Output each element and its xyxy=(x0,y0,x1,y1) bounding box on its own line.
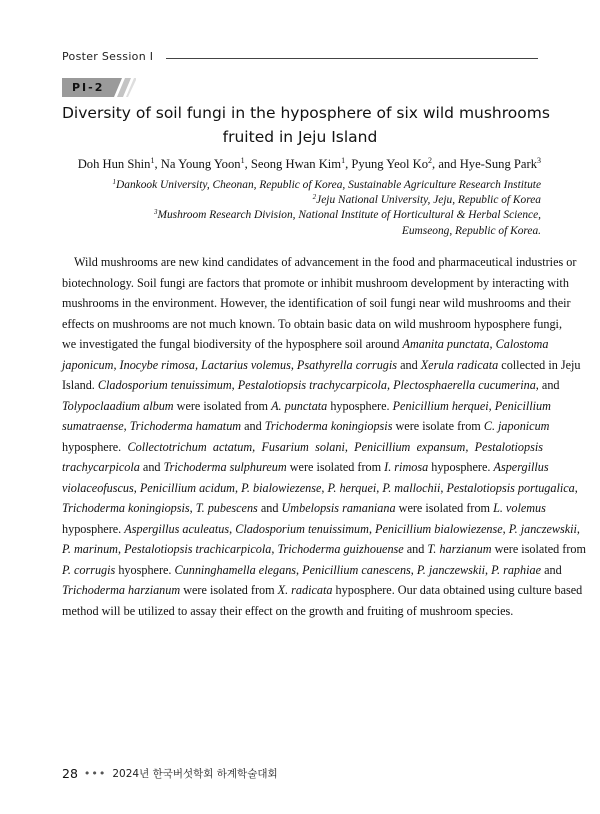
abstract-line: Island. Cladosporium tenuissimum, Pestalotiopsis trachycarpicola, Plectosphaerella cucumerina, and xyxy=(62,378,560,392)
affiliation: $^3$Mushroom Research Division, National Institute of Horticultural & Herbal Science, xyxy=(153,208,541,222)
poster-code: PⅠ-2 xyxy=(62,78,114,97)
abstract-line: Trichoderma harzianum were isolated from X. radicata hyposphere. Our data obtained using culture based xyxy=(62,583,583,597)
abstract-body xyxy=(62,252,586,621)
abstract-line: method will be utilized to assay their effect on the growth and fruiting of mushroom species. xyxy=(62,603,514,618)
species-name: L. volemus xyxy=(493,501,546,515)
species-name: japonicum, Inocybe rimosa, Lactarius volemus, Psathyrella corrugis xyxy=(62,357,398,372)
species-name: P. bialowiezense xyxy=(241,480,322,495)
abstract-line: Tolypoclaadium album were isolated from A. punctata hyposphere. Penicillium herquei, Penicillium xyxy=(62,398,551,413)
species-name: P. herquei xyxy=(327,480,377,495)
author-affiliation-number: 1 xyxy=(240,156,245,165)
poster-code-badge xyxy=(62,78,136,97)
author-affiliation-number: 3 xyxy=(537,156,541,165)
species-name: Umbelopsis ramaniana xyxy=(281,501,396,515)
badge-stripe-decoration xyxy=(114,78,136,97)
affiliation: $^2$Jeju National University, Jeju, Republic of Korea xyxy=(312,193,541,207)
species-name: Amanita punctata, Calostoma xyxy=(402,337,549,351)
abstract-line: we investigated the fungal biodiversity of the hyposphere soil around Amanita punctata, Calostoma xyxy=(62,337,549,351)
species-name: Cladosporium tenuissimum xyxy=(235,521,369,536)
species-name: Trichoderma sulphureum xyxy=(163,460,287,474)
page-number: 28 xyxy=(62,765,78,781)
title-line: Diversity of soil fungi in the hyposphere of six wild mushrooms xyxy=(62,104,550,122)
species-name: Trichoderma koningiopsis xyxy=(264,419,393,433)
abstract-title xyxy=(62,101,550,149)
species-name: Penicillium bialowiezense xyxy=(375,521,503,536)
conference-name: 2024년 한국버섯학회 하계학술대회 xyxy=(112,767,278,780)
author-name: Seong Hwan Kim xyxy=(250,157,342,171)
author-name: Pyung Yeol Ko xyxy=(351,157,429,171)
species-name: P. janczewskii xyxy=(508,521,577,536)
species-name: P. mallochii xyxy=(382,480,441,495)
species-name: T. harzianum xyxy=(427,542,492,556)
species-name: P. janczewskii xyxy=(416,562,486,577)
author-name: Na Young Yoon xyxy=(160,157,241,171)
author-list: Doh Hun Shin$^1$, Na Young Yoon$^1$, Seong Hwan Kim$^1$, Pyung Yeol Ko$^2$, and Hye-Sung Park$^3$ xyxy=(77,156,541,171)
abstract-line: violaceofuscus, Penicillium acidum, P. bialowiezense, P. herquei, P. mallochii, Pestalotiopsis portugalica, xyxy=(62,480,578,495)
footer-dots: ••• xyxy=(83,766,107,780)
species-name: trachycarpicola xyxy=(62,460,140,474)
running-header xyxy=(62,50,538,70)
species-name: Cladosporium tenuissimum, Pestalotiopsis trachycarpicola, Plectosphaerella cucumerina, xyxy=(97,378,539,392)
affiliation: $^1$Dankook University, Cheonan, Republic of Korea, Sustainable Agriculture Research Institute xyxy=(112,178,541,191)
abstract-line: japonicum, Inocybe rimosa, Lactarius volemus, Psathyrella corrugis and Xerula radicata collected in Jeju xyxy=(62,357,581,372)
species-name: P. raphiae xyxy=(491,562,542,577)
species-name: Penicillium acidum xyxy=(139,480,235,495)
species-name: Aspergillus xyxy=(493,460,549,474)
species-name: C. japonicum xyxy=(483,419,550,433)
affiliation-number: 3 xyxy=(153,208,158,217)
species-name: Trichoderma koningiopsis xyxy=(62,501,190,515)
author-name: Doh Hun Shin xyxy=(77,157,151,171)
abstract-line: mushrooms in the environment. However, the identification of soil fungi near wild mushrooms and their xyxy=(62,296,571,310)
abstract-line: P. corrugis hyosphere. Cunninghamella elegans, Penicillium canescens, P. janczewskii, P. raphiae and xyxy=(62,562,562,577)
species-name: T. pubescens xyxy=(195,501,258,515)
affiliation-number: 2 xyxy=(312,193,317,202)
author-name: Hye-Sung Park xyxy=(459,157,537,171)
affiliation-number: 1 xyxy=(112,178,117,186)
species-name: Penicillium herquei, Penicillium xyxy=(392,398,551,413)
abstract-line: P. marinum, Pestalotiopsis trachicarpicola, Trichoderma guizhouense and T. harzianum were isolated from xyxy=(62,542,586,556)
abstract-line: effects on mushrooms are not much known. To obtain basic data on wild mushroom hyposphere fungi, xyxy=(62,316,562,331)
author-affiliation-number: 1 xyxy=(341,156,346,165)
species-name: Trichoderma guizhouense xyxy=(277,542,404,556)
abstract-line: hyposphere. Collectotrichum actatum, Fusarium solani, Penicillium expansum, Pestalotiopsis xyxy=(62,439,543,454)
abstract-line: Wild mushrooms are new kind candidates of advancement in the food and pharmaceutical industries or xyxy=(74,255,577,269)
species-name: Xerula radicata xyxy=(420,357,499,372)
abstract-line: biotechnology. Soil fungi are factors that promote or inhibit mushroom development by interacting with xyxy=(62,275,569,290)
species-name: Trichoderma harzianum xyxy=(62,583,181,597)
page-footer xyxy=(62,764,278,782)
header-rule xyxy=(166,58,538,59)
species-name: X. radicata xyxy=(277,583,333,597)
session-label: Poster Session Ⅰ xyxy=(62,50,154,63)
abstract-line: Trichoderma koningiopsis, T. pubescens and Umbelopsis ramaniana were isolated from L. volemus xyxy=(62,501,546,515)
species-name: Aspergillus aculeatus xyxy=(124,521,230,536)
species-name: violaceofuscus xyxy=(62,480,134,495)
abstract-line: sumatraense, Trichoderma hamatum and Trichoderma koningiopsis were isolate from C. japonicum xyxy=(62,419,550,433)
affiliation: Eumseong, Republic of Korea. xyxy=(401,224,541,237)
species-name: A. punctata xyxy=(271,398,328,413)
species-name: Tolypoclaadium album xyxy=(62,398,174,413)
species-name: Cunninghamella elegans xyxy=(174,562,297,577)
species-name: Penicillium canescens xyxy=(302,562,411,577)
author-affiliation-number: 1 xyxy=(150,156,155,165)
species-name: P. corrugis xyxy=(62,562,116,577)
species-name: sumatraense, Trichoderma hamatum xyxy=(62,419,242,433)
abstract-line: trachycarpicola and Trichoderma sulphureum were isolated from I. rimosa hyposphere. Aspergillus xyxy=(62,460,549,474)
species-name: Pestalotiopsis portugalica xyxy=(446,480,575,495)
species-name: P. marinum xyxy=(62,542,118,556)
author-affiliation-number: 2 xyxy=(428,156,433,165)
title-line: fruited in Jeju Island xyxy=(222,128,378,146)
species-name: Pestalotiopsis trachicarpicola xyxy=(124,542,272,556)
species-name: I. rimosa xyxy=(384,460,429,474)
species-name: Collectotrichum actatum, Fusarium solani, Penicillium expansum, Pestalotiopsis xyxy=(127,439,543,454)
affiliation-list xyxy=(62,178,541,239)
abstract-line: hyposphere. Aspergillus aculeatus, Cladosporium tenuissimum, Penicillium bialowiezense, P. janczewskii, xyxy=(62,521,580,536)
